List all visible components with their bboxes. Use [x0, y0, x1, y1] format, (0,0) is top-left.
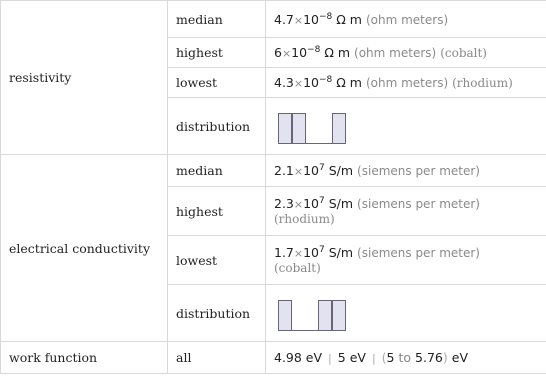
value-2: 5 eV [337, 350, 366, 365]
table-row [1, 1, 546, 38]
range-close-paren: ) [442, 350, 448, 365]
value-mantissa: 4.7 [274, 11, 294, 27]
value-unit: S/m [328, 163, 354, 178]
histogram-bar [319, 301, 332, 331]
times-sign: × [293, 13, 304, 27]
property-name-resistivity: resistivity [1, 1, 168, 155]
range-to: to [398, 350, 412, 365]
times-sign: × [293, 165, 304, 178]
row-label-lowest: lowest [168, 68, 266, 98]
property-name-work-function: work function [1, 342, 168, 374]
source-element: (cobalt) [440, 46, 487, 60]
property-name-conductivity: electrical conductivity [1, 155, 168, 342]
unit-description: (siemens per meter) [357, 164, 480, 178]
range-high: 5.76 [415, 350, 443, 365]
row-label-distribution: distribution [168, 285, 266, 342]
value-cell: $1.7\times 10^7$ S/m (siemens per meter) (cobalt) [266, 236, 546, 285]
times-sign: × [293, 198, 304, 211]
histogram-bar [333, 301, 346, 331]
value-unit: S/m [328, 196, 354, 211]
value-1: 4.98 eV [274, 350, 323, 365]
value-mantissa: 4.3 [274, 75, 294, 90]
value-exponent: 7 [319, 245, 325, 255]
value-mantissa: 2.3 [274, 196, 294, 211]
row-label-all: all [168, 342, 266, 374]
unit-description: (ohm meters) [365, 12, 449, 27]
table-row [1, 155, 546, 187]
row-label-median: median [168, 1, 266, 38]
range-open-paren: ( [381, 350, 387, 365]
times-sign: × [281, 47, 292, 60]
value-mantissa: 1.7 [274, 245, 294, 260]
histogram-bar [333, 114, 346, 144]
row-label-median: median [168, 155, 266, 187]
range-unit: eV [451, 350, 468, 365]
range-low: 5 [386, 350, 395, 365]
source-element: (rhodium) [274, 212, 335, 226]
unit-description: (siemens per meter) [357, 197, 480, 211]
histogram-bar [279, 301, 292, 331]
distribution-cell [266, 285, 546, 342]
separator: | [328, 352, 332, 365]
distribution-cell [266, 98, 546, 155]
value-exponent: −8 [307, 45, 321, 55]
row-label-highest: highest [168, 38, 266, 68]
value-mantissa: 2.1 [274, 163, 294, 178]
value-exponent: 7 [319, 196, 325, 206]
table-row [1, 342, 546, 374]
separator: | [371, 352, 376, 365]
distribution-histogram [274, 292, 360, 334]
unit-description: (ohm meters) [354, 46, 437, 60]
value-exponent: −8 [319, 75, 333, 85]
unit-description: (siemens per meter) [357, 246, 480, 260]
times-sign: × [293, 247, 304, 260]
value-cell: $4.3\times 10^{-8}$ Ω m (ohm meters) (rhodium) [266, 68, 546, 98]
distribution-histogram [274, 105, 360, 147]
row-label-lowest: lowest [168, 236, 266, 285]
histogram-bar [279, 114, 292, 144]
unit-description: (ohm meters) [365, 76, 449, 90]
value-mantissa: 6 [274, 45, 282, 60]
value-cell: $2.1\times 10^7$ S/m (siemens per meter) [266, 155, 546, 187]
value-cell: $4.7\times 10^{-8}$ Ω m (ohm meters) [266, 1, 546, 38]
row-label-distribution: distribution [168, 98, 266, 155]
source-element: (cobalt) [274, 261, 321, 275]
value-cell: $6\times 10^{-8}$ Ω m (ohm meters) (cobalt) [266, 38, 546, 68]
value-unit: Ω m [336, 11, 362, 27]
row-label-highest: highest [168, 187, 266, 236]
source-element: (rhodium) [452, 76, 513, 90]
value-exponent: −8 [319, 11, 333, 22]
value-exponent: 7 [319, 163, 325, 173]
value-unit: S/m [328, 245, 354, 260]
times-sign: × [293, 77, 304, 90]
value-unit: Ω m [336, 75, 362, 90]
value-cell [266, 342, 546, 374]
histogram-bar [293, 114, 306, 144]
value-unit: Ω m [324, 45, 351, 60]
value-cell: $2.3\times 10^7$ S/m (siemens per meter) (rhodium) [266, 187, 546, 236]
